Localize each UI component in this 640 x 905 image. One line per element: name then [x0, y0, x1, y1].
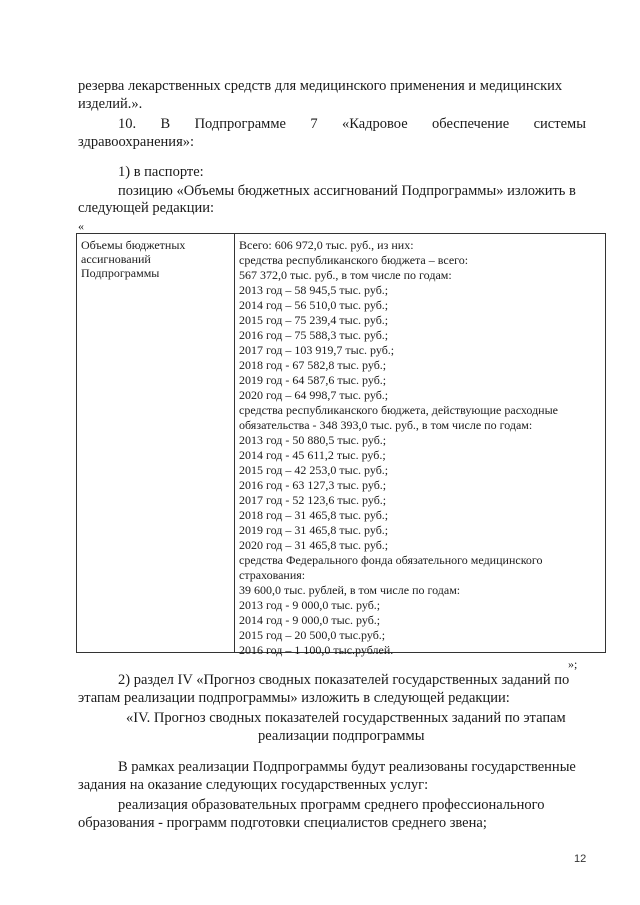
section-heading-line-1: «IV. Прогноз сводных показателей государственных заданий по этапам [126, 710, 566, 726]
right-cell-line: 2014 год - 9 000,0 тыс. руб.; [239, 613, 381, 627]
position-line-1: позицию «Объемы бюджетных ассигнований Подпрограммы» изложить в [118, 183, 576, 199]
budget-table [76, 233, 606, 657]
right-cell-line: 2018 год – 31 465,8 тыс. руб.; [239, 508, 389, 522]
intro-line-1: резерва лекарственных средств для медицинского применения и медицинских [78, 78, 563, 94]
right-cell-line: 2016 год - 63 127,3 тыс. руб.; [239, 478, 387, 492]
right-cell-line: 2020 год – 31 465,8 тыс. руб.; [239, 538, 389, 552]
right-cell-line: 2017 год – 103 919,7 тыс. руб.; [239, 343, 395, 357]
close-quote: »; [568, 657, 578, 671]
right-cell-line: Всего: 606 972,0 тыс. руб., из них: [239, 238, 414, 252]
table-left-cell [81, 238, 185, 280]
right-cell-line: 2019 год – 31 465,8 тыс. руб.; [239, 523, 389, 537]
right-cell-line: 2016 год – 75 588,3 тыс. руб.; [239, 328, 389, 342]
paragraph-2-line-2: образования - программ подготовки специалистов среднего звена; [78, 815, 487, 831]
right-cell-line: 2020 год – 64 998,7 тыс. руб.; [239, 388, 389, 402]
left-cell-line: Подпрограммы [81, 266, 160, 280]
item-10-word: 7 [310, 116, 318, 132]
right-cell-line: 2013 год - 9 000,0 тыс. руб.; [239, 598, 381, 612]
right-cell-line: 2015 год – 20 500,0 тыс.руб.; [239, 628, 386, 642]
right-cell-line: 567 372,0 тыс. руб., в том числе по годам: [239, 268, 452, 282]
right-cell-line: 2014 год – 56 510,0 тыс. руб.; [239, 298, 389, 312]
left-cell-line: Объемы бюджетных [81, 238, 186, 252]
right-cell-line: обязательства - 348 393,0 тыс. руб., в том числе по годам: [239, 418, 533, 432]
item-10-line-2: здравоохранения»: [78, 134, 195, 150]
right-cell-line: средства республиканского бюджета, действующие расходные [239, 403, 558, 417]
right-cell-line: 2015 год – 75 239,4 тыс. руб.; [239, 313, 389, 327]
position-line-2: следующей редакции: [78, 200, 215, 216]
subitem-2-line-2: этапам реализации подпрограммы» изложить в следующей редакции: [78, 690, 510, 706]
right-cell-line: 2015 год – 42 253,0 тыс. руб.; [239, 463, 389, 477]
right-cell-line: средства республиканского бюджета – всего: [239, 253, 469, 267]
right-cell-line: 2014 год - 45 611,2 тыс. руб.; [239, 448, 386, 462]
right-cell-line: 2013 год - 50 880,5 тыс. руб.; [239, 433, 387, 447]
item-10-line-1 [118, 116, 586, 133]
right-cell-line: 2018 год - 67 582,8 тыс. руб.; [239, 358, 387, 372]
open-quote: « [78, 219, 84, 233]
section-heading-line-2: реализации подпрограммы [258, 728, 425, 744]
paragraph-1-line-2: задания на оказание следующих государственных услуг: [78, 777, 429, 793]
table-right-cell [239, 238, 601, 658]
intro-line-2: изделий.». [78, 96, 143, 112]
right-cell-line: страхования: [239, 568, 306, 582]
right-cell-line: 2017 год - 52 123,6 тыс. руб.; [239, 493, 387, 507]
right-cell-line: 2016 год – 1 100,0 тыс.рублей. [239, 643, 394, 657]
subitem-1: 1) в паспорте: [118, 164, 204, 180]
subitem-2-line-1: 2) раздел IV «Прогноз сводных показателей государственных заданий по [118, 672, 570, 688]
item-10-word: 10. [118, 116, 137, 132]
item-10-word: системы [533, 116, 586, 132]
table-divider [234, 234, 235, 652]
item-10-word: В [160, 116, 171, 132]
paragraph-2-line-1: реализация образовательных программ среднего профессионального [118, 797, 545, 813]
item-10-word: обеспечение [432, 116, 510, 132]
item-10-word: «Кадровое [341, 116, 408, 132]
paragraph-1-line-1: В рамках реализации Подпрограммы будут реализованы государственные [118, 759, 576, 775]
right-cell-line: 2013 год – 58 945,5 тыс. руб.; [239, 283, 389, 297]
right-cell-line: 39 600,0 тыс. рублей, в том числе по годам: [239, 583, 461, 597]
left-cell-line: ассигнований [81, 252, 151, 266]
page-number: 12 [574, 853, 587, 865]
item-10-word: Подпрограмме [194, 116, 286, 132]
right-cell-line: средства Федерального фонда обязательного медицинского [239, 553, 543, 567]
right-cell-line: 2019 год - 64 587,6 тыс. руб.; [239, 373, 387, 387]
